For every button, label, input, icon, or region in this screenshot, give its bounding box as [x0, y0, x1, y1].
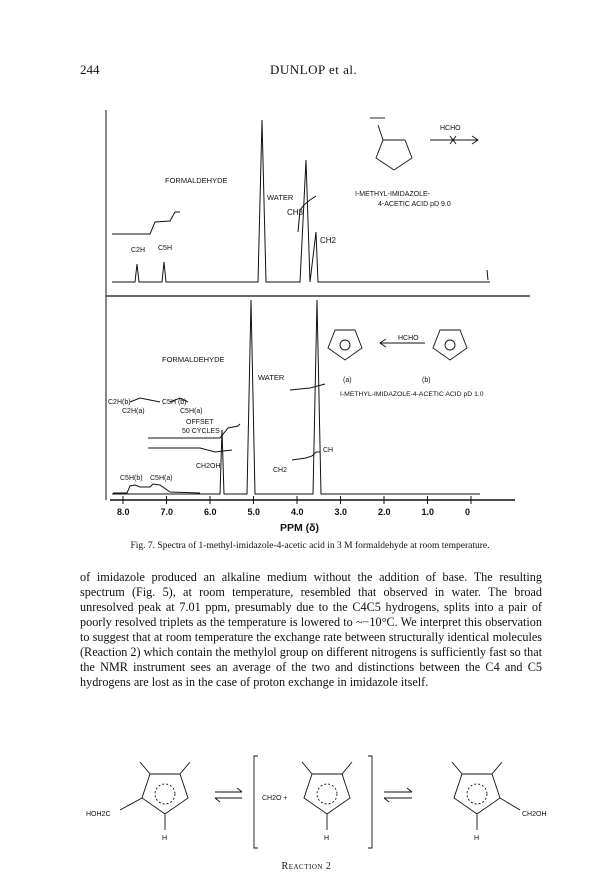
ring-left	[142, 774, 188, 814]
bottom-int-c	[148, 448, 232, 452]
top-c5h-label: C5H	[158, 245, 173, 252]
bottom-ch-label: CH	[323, 447, 334, 454]
bottom-c2h-a-label: C2H(a)	[122, 408, 145, 415]
reaction-label: Reaction 2	[281, 861, 332, 872]
top-compound-label: I-METHYL-IMIDAZOLE-	[355, 191, 431, 198]
bottom-ch2oh-label: CH2OH	[196, 463, 221, 470]
x-axis-tick-label: 6.0	[204, 507, 217, 517]
x-axis-tick-label: 1.0	[421, 507, 435, 517]
bottom-offset-label: OFFSET	[186, 419, 214, 426]
bottom-offset-label-2: 50 CYCLES	[182, 428, 220, 435]
top-structure	[370, 118, 478, 170]
top-formaldehyde-label: FORMALDEHYDE	[165, 176, 228, 185]
bottom-compound-label: I-METHYL-IMIDAZOLE-4-ACETIC ACID pD 1.0	[340, 391, 484, 398]
x-axis-tick-label: 0	[465, 507, 471, 517]
bottom-ch2-label: CH2	[273, 467, 288, 474]
top-c2h-label: C2H	[131, 247, 146, 254]
reaction-h-left: H	[162, 835, 168, 842]
bottom-hcho-label: HCHO	[398, 335, 419, 342]
bottom-c5h-b-low-label: C5H(b)	[120, 475, 143, 482]
bottom-label-a: (a)	[343, 377, 352, 384]
top-integral	[112, 212, 180, 234]
bottom-c5h-a-label: C5H(a)	[180, 408, 203, 415]
x-axis-tick-label: 7.0	[160, 507, 174, 517]
x-axis-tick-label: 3.0	[334, 507, 348, 517]
top-ch2-label: CH2	[320, 236, 337, 245]
reaction-scheme	[80, 752, 550, 862]
top-ch3-label: CH3	[287, 208, 304, 217]
bottom-int-e	[290, 384, 325, 390]
body-text	[80, 570, 542, 690]
top-water-label: WATER	[267, 193, 294, 202]
reaction-h-right: H	[474, 835, 480, 842]
ring-right	[454, 774, 500, 814]
bottom-c2h-b-label: C2H(b)	[108, 399, 131, 406]
bottom-int-d	[292, 452, 320, 460]
bottom-label-b: (b)	[422, 377, 431, 384]
top-marker	[487, 270, 488, 280]
x-axis-tick-label: 8.0	[117, 507, 130, 517]
top-compound-label-2: 4-ACETIC ACID pD 9.0	[378, 201, 451, 208]
reaction-right-substituent: CH2OH	[522, 811, 547, 818]
bottom-c5h-a-low-label: C5H(a)	[150, 475, 173, 482]
x-axis-ticks	[117, 496, 471, 517]
bottom-c5h-b-label: C5H (b)	[162, 399, 187, 406]
reaction-left-substituent: HOH2C	[86, 811, 111, 818]
reaction-h-middle: H	[324, 835, 330, 842]
running-title: DUNLOP et al.	[270, 62, 358, 77]
x-axis-tick-label: 5.0	[247, 507, 261, 517]
x-axis-label: PPM (δ)	[280, 522, 320, 534]
bottom-water-label: WATER	[258, 373, 285, 382]
top-hcho-label: HCHO	[440, 125, 461, 132]
page-number: 244	[80, 62, 100, 77]
bottom-formaldehyde-label: FORMALDEHYDE	[162, 355, 225, 364]
body-paragraph: of imidazole produced an alkaline medium without the addition of base. The resulting spectrum (Fig. 5), at room temperature, resembled that observed in water. The broad unresolved peak at 7.01 ppm, presumably due to the C4C5 hydrogens, splits into a pair of poorly resolved triplets as the temperature is lowered to ~−10°C. We interpret this observation to suggest that at room temperature the exchange rate between structurally identical molecules (Reaction 2) which contain the methylol group on different nitrogens is sufficiently fast so that the NMR instrument sees an average of the two and distinctions between the C4 and C5 hydrogens are lost as in the case of proton exchange in imidazole itself.	[80, 570, 542, 689]
ring-middle	[304, 774, 350, 814]
figure-caption: Fig. 7. Spectra of 1-methyl-imidazole-4-acetic acid in 3 M formaldehyde at room temperature.	[130, 541, 490, 551]
reaction-middle-reagent: CH2O +	[262, 795, 288, 802]
bottom-int-a	[130, 398, 160, 402]
bottom-low-peaks	[113, 484, 200, 493]
x-axis-tick-label: 2.0	[378, 507, 391, 517]
x-axis-tick-label: 4.0	[291, 507, 304, 517]
